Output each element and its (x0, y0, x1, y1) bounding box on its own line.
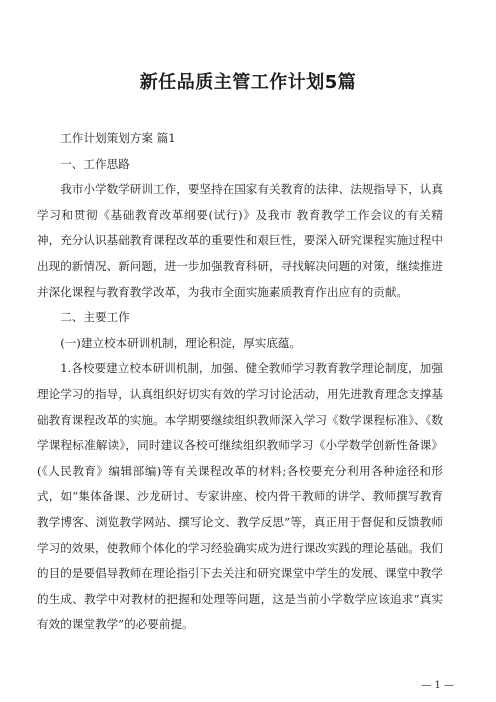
document-title: 新任品质主管工作计划5篇 (139, 72, 357, 93)
section-heading: 二、主要工作 (60, 310, 130, 325)
section-heading: 工作计划策划方案 篇1 (60, 131, 176, 145)
section-heading: 一、工作思路 (60, 156, 130, 171)
body-paragraph: 1.各校要建立校本研训机制，加强、健全教师学习教育教学理论制度，加强理论学习的指导，认真组织好切实有效的学习讨论活动，用先进教育理念支撑基础教育课程改革的实施。本学期要继续组织教师深入学习《数学课程标准》、《数学课程标准解读》，同时建议各校可继续组织教师学习《小学数学创新性备课》(《人民教育》编辑部编)等有关课程改革的材料;各校要充分利用各种途径和形式，如“集体备课、沙龙研讨、专家讲座、校内骨干教师的讲学、教师撰写教育教学博客、浏览教学网站、撰写论文、教学反思”等，真正用于督促和反馈教师学习的效果，使教师个体化的学习经验确实成为进行课改实践的理论基础。我们的目的是要倡导教师在理论指引下去关注和研究课堂中学生的发展、课堂中教学的生成、教学中对教材的把握和处理等问题，这是当前小学数学应该追求“真实有效的课堂教学”的必要前提。 (37, 361, 443, 632)
document-body (37, 126, 443, 638)
page-number: — 1 — (421, 680, 454, 691)
subsection-heading: (一)建立校本研训机制，理论积淀，厚实底蕴。 (60, 335, 302, 350)
body-paragraph: 我市小学数学研训工作，要坚持在国家有关教育的法律、法规指导下，认真学习和贯彻《基础教育改革纲要(试行)》及我市 教育教学工作会议的有关精神，充分认识基础教育课程改革的重要性和艰巨性，要深入研究课程实施过程中出现的新情况、新问题，进一步加强教育科研，寻找解决问题的对策，继续推进并深化课程与教育教学改革，为我市全面实施素质教育作出应有的贡献。 (37, 182, 443, 299)
